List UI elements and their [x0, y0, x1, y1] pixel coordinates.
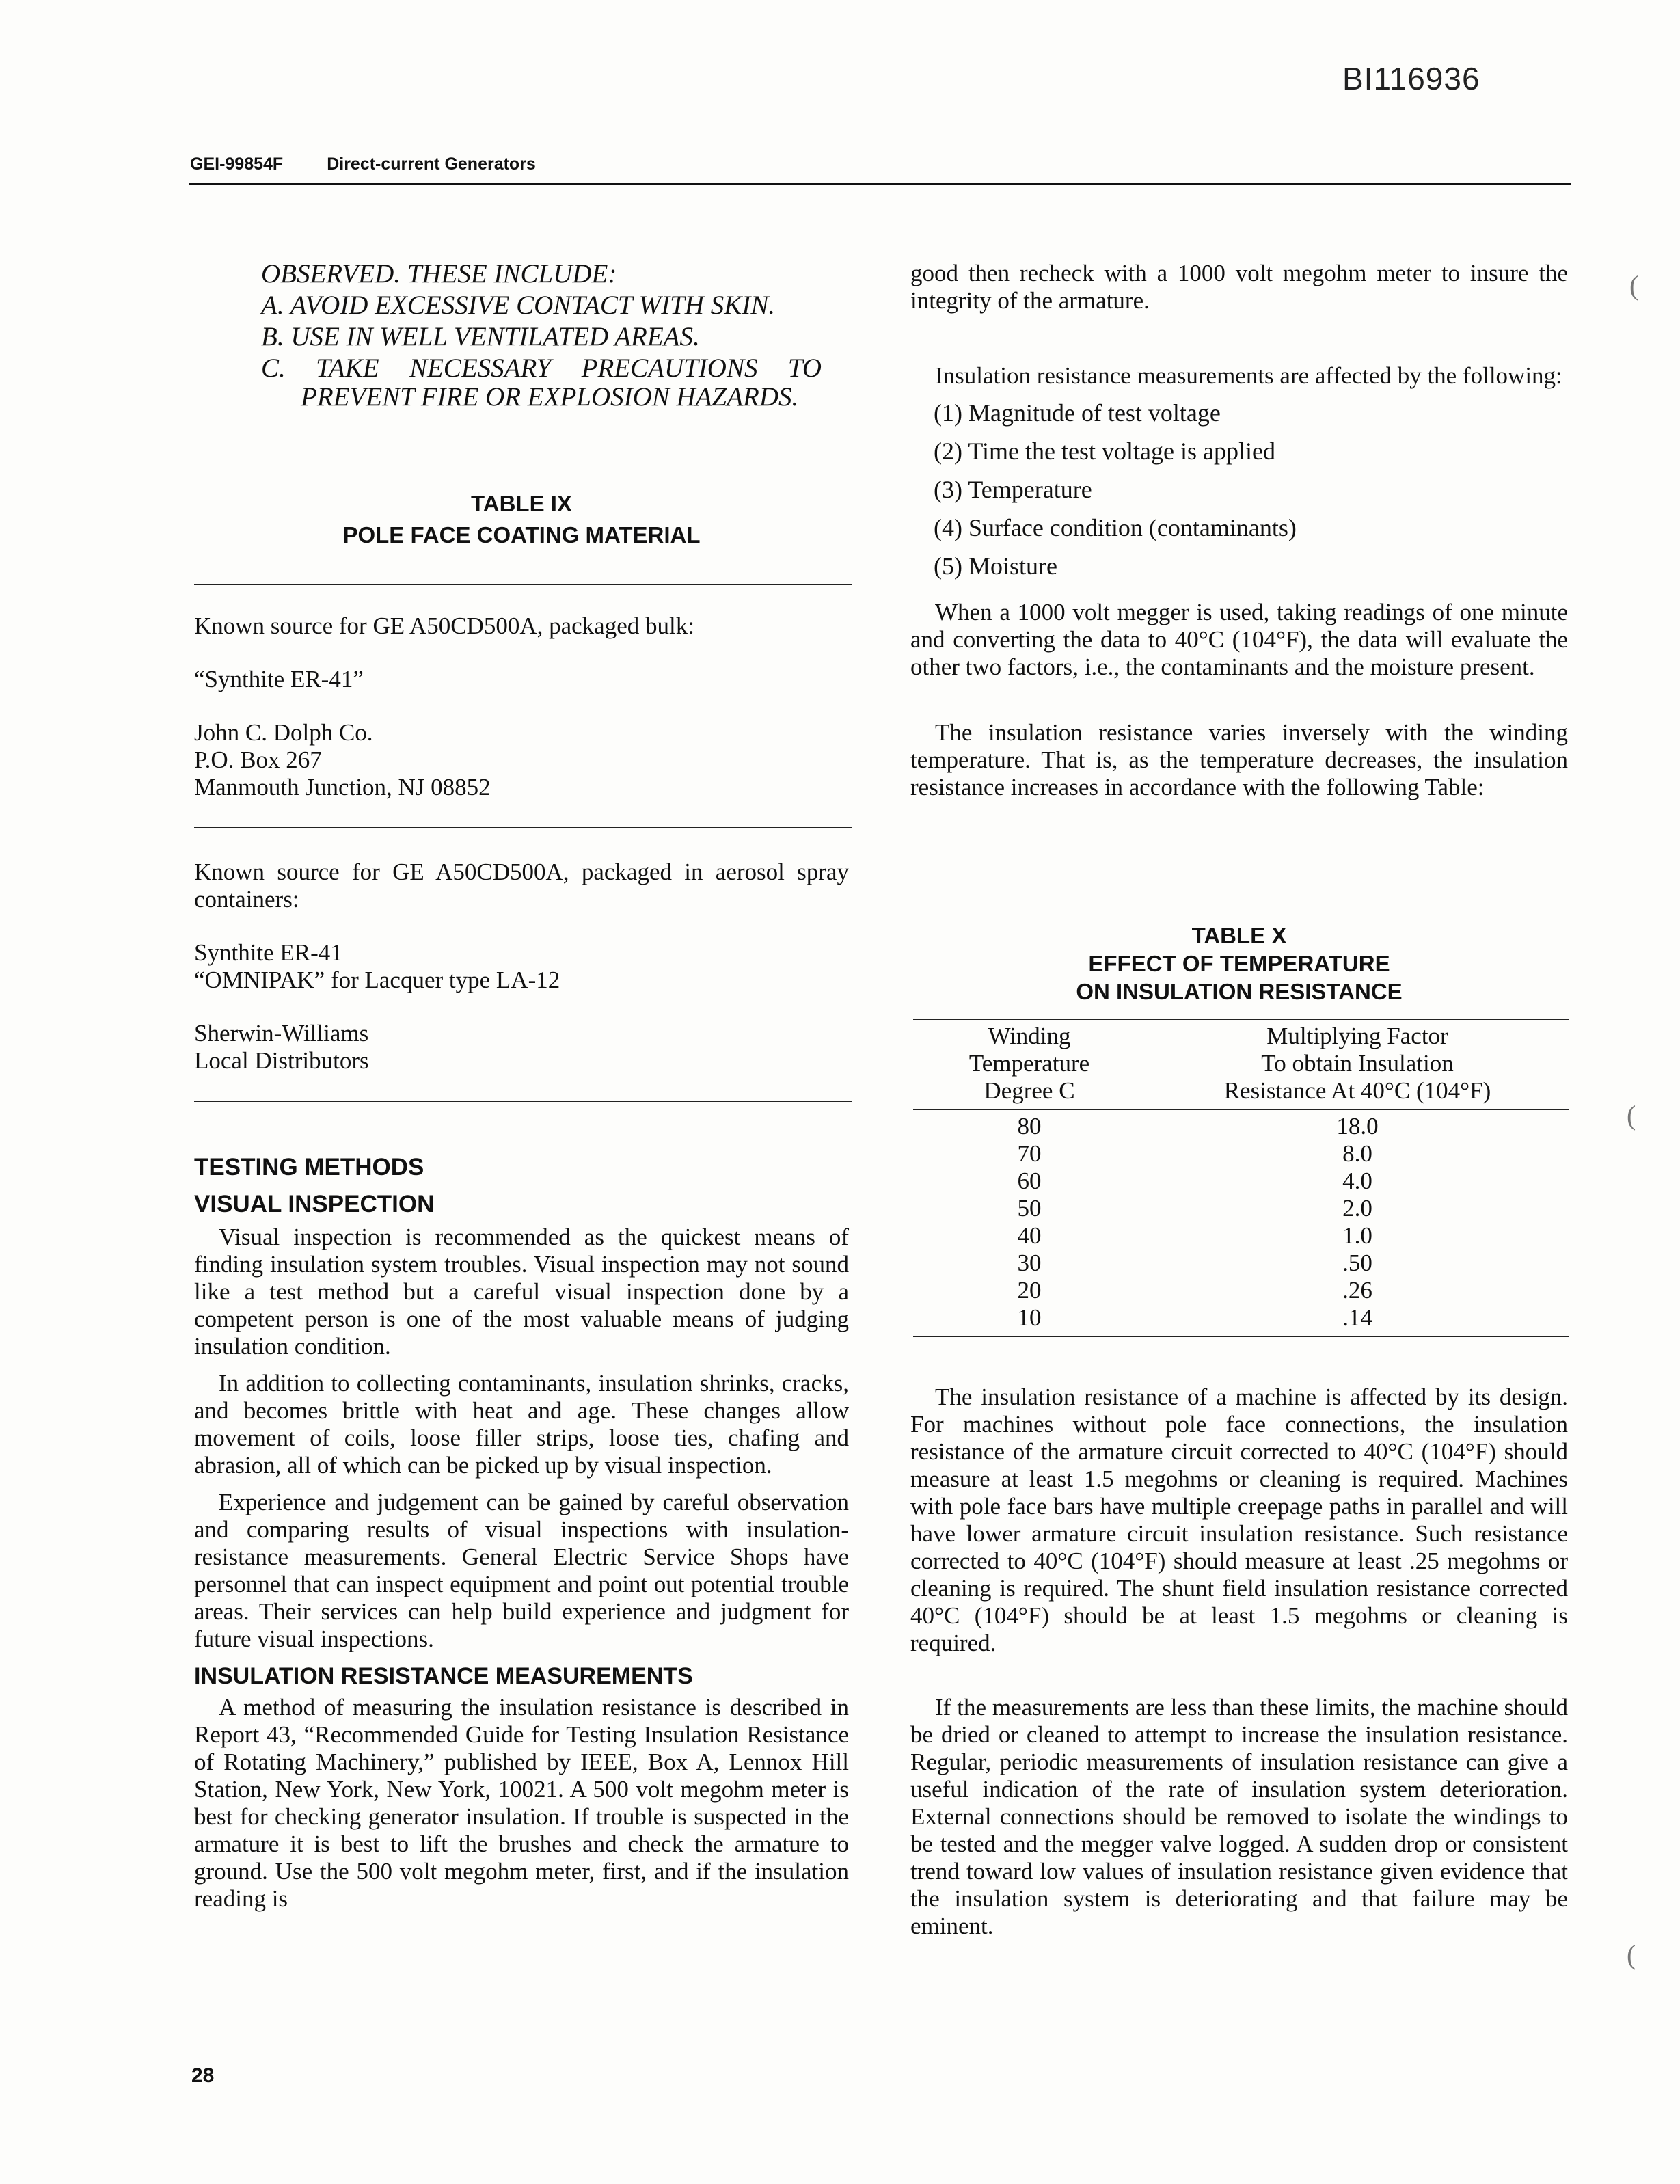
paragraph: Visual inspection is recommended as the quickest means of finding insulation system troubles. Visual inspection may not sound like a test method but a careful visual inspection done by a competent person is one of the most valuable means of judging insulation condition. — [194, 1224, 849, 1360]
document-id: BI116936 — [1342, 61, 1480, 96]
table-header-row — [913, 1023, 1569, 1105]
product-name: “Synthite ER-41” — [194, 666, 364, 692]
table-x-body — [913, 1113, 1569, 1332]
paragraph: The insulation resistance varies inversely with the winding temperature. That is, as the temperature decreases, the insulation resistance increases in accordance with the following Table: — [910, 719, 1568, 800]
temperature-cell: 70 — [1017, 1140, 1042, 1167]
caution-block — [261, 260, 822, 412]
temperature-cell: 10 — [1017, 1304, 1042, 1331]
paragraph: In addition to collecting contaminants, insulation shrinks, cracks, and becomes brittle with heat and age. These changes allow movement of coils, loose filler strips, loose ties, chafing and abrasion, all of which can be picked up by visual inspection. — [194, 1370, 849, 1479]
table-x-caption: ON INSULATION RESISTANCE — [1076, 979, 1403, 1004]
table-row — [913, 1277, 1569, 1304]
table-row — [913, 1140, 1569, 1168]
right-column-lower — [910, 1384, 1568, 1940]
table-row — [913, 1195, 1569, 1222]
table-x-rule-mid — [913, 1109, 1569, 1110]
caution-item: A. AVOID EXCESSIVE CONTACT WITH SKIN. — [261, 291, 775, 320]
supplier-address: P.O. Box 267 — [194, 746, 322, 773]
supplier-city: Manmouth Junction, NJ 08852 — [194, 774, 491, 800]
subsection-heading: VISUAL INSPECTION — [194, 1191, 435, 1217]
table-ix-caption: POLE FACE COATING MATERIAL — [342, 522, 701, 548]
list-item: (5) Moisture — [934, 552, 1057, 580]
right-column — [910, 260, 1568, 801]
paragraph: Insulation resistance measurements are affected by the following: — [935, 362, 1562, 389]
subsection-heading: INSULATION RESISTANCE MEASUREMENTS — [194, 1663, 693, 1689]
table-x-rule-top — [913, 1019, 1569, 1020]
table-x-title — [910, 921, 1568, 1006]
table-x-number: TABLE X — [1191, 923, 1287, 948]
header-line: Temperature — [968, 1050, 1090, 1077]
header-line: Winding — [988, 1023, 1071, 1049]
temperature-cell: 80 — [1017, 1113, 1042, 1140]
table-ix-block-bulk — [194, 612, 849, 801]
factor-cell: .14 — [1342, 1304, 1372, 1331]
product-name: “OMNIPAK” for Lacquer type LA-12 — [194, 967, 560, 993]
temperature-cell: 20 — [1017, 1277, 1042, 1304]
supplier-name: Sherwin-Williams — [194, 1020, 369, 1047]
factor-cell: 4.0 — [1342, 1168, 1372, 1194]
list-item: (1) Magnitude of test voltage — [934, 399, 1221, 427]
table-ix-number: TABLE IX — [471, 491, 572, 516]
header-line: Multiplying Factor — [1266, 1023, 1448, 1049]
list-item: (3) Temperature — [934, 476, 1092, 503]
paragraph: Experience and judgement can be gained by careful observation and comparing results of visual inspections with insulation-resistance measurements. General Electric Service Shops have personnel that can inspect equipment and point out potential trouble areas. Their services can help build experience and judgment for future visual inspections. — [194, 1489, 849, 1652]
table-x-rule-bottom — [913, 1336, 1569, 1337]
paragraph: A method of measuring the insulation resistance is described in Report 43, “Recommended Guide for Testing Insulation Resistance of Rotating Machinery,” published by IEEE, Box A, Lennox Hill Station, New York, New York, 10021. A 500 volt megohm meter is best for checking generator insulation. If trouble is suspected in the armature it is best to lift the brushes and check the armature to ground. Use the 500 volt megohm meter, first, and if the insulation reading is — [194, 1694, 849, 1912]
table-ix-block-aerosol — [194, 859, 849, 1075]
table-ix-rule-top — [194, 584, 852, 585]
column-header-factor — [1146, 1023, 1569, 1105]
source-intro: Known source for GE A50CD500A, packaged bulk: — [194, 612, 694, 639]
factor-cell: 2.0 — [1342, 1195, 1372, 1222]
header-line: Degree C — [984, 1077, 1075, 1104]
product-name: Synthite ER-41 — [194, 939, 342, 966]
table-row — [913, 1113, 1569, 1140]
margin-mark: ( — [1627, 1100, 1636, 1131]
table-ix-rule-bottom — [194, 1101, 852, 1102]
testing-methods-section — [194, 1154, 849, 1913]
temperature-cell: 50 — [1017, 1195, 1042, 1222]
caution-item: C. TAKE NECESSARY PRECAUTIONS TO PREVENT FIRE OR EXPLOSION HAZARDS. — [261, 353, 822, 412]
page-number: 28 — [191, 2064, 215, 2087]
caution-intro: OBSERVED. THESE INCLUDE: — [261, 259, 617, 288]
margin-mark: ( — [1629, 270, 1639, 301]
running-header — [190, 154, 536, 174]
margin-mark: ( — [1627, 1939, 1636, 1970]
table-x-header — [913, 1023, 1569, 1105]
temperature-cell: 60 — [1017, 1168, 1042, 1194]
factor-cell: .50 — [1342, 1250, 1372, 1276]
table-row — [913, 1250, 1569, 1277]
table-x-caption: EFFECT OF TEMPERATURE — [1088, 951, 1390, 976]
table-row — [913, 1304, 1569, 1332]
header-rule — [189, 183, 1571, 185]
document-code: GEI-99854F — [190, 154, 284, 174]
table-ix-title — [194, 488, 849, 551]
factor-list — [910, 399, 1568, 580]
caution-item: B. USE IN WELL VENTILATED AREAS. — [261, 322, 700, 351]
factor-cell: 8.0 — [1342, 1140, 1372, 1167]
paragraph: The insulation resistance of a machine is affected by its design. For machines without pole face connections, the insulation resistance of the armature circuit corrected to 40°C (104°F) should measure at least 1.5 megohms or cleaning is required. Machines with pole face bars have multiple creepage paths in parallel and will have lower armature circuit insulation resistance. Such resistance corrected to 40°C (104°F) should measure at least .25 megohms or cleaning is required. The shunt field insulation resistance corrected 40°C (104°F) should be at least 1.5 megohms or cleaning is required. — [910, 1384, 1568, 1656]
paragraph: When a 1000 volt megger is used, taking readings of one minute and converting the data to 40°C (104°F), the data will evaluate the other two factors, i.e., the contaminants and the moisture present. — [910, 599, 1568, 680]
supplier-distribution: Local Distributors — [194, 1047, 369, 1074]
factor-cell: .26 — [1342, 1277, 1372, 1304]
column-header-temperature — [913, 1023, 1146, 1105]
section-heading: TESTING METHODS — [194, 1154, 424, 1181]
header-line: To obtain Insulation — [1261, 1050, 1454, 1077]
paragraph: If the measurements are less than these limits, the machine should be dried or cleaned to attempt to increase the insulation resistance. Regular, periodic measurements of insulation resistance can give a useful indication of the rate of insulation system deterioration. External connections should be removed to isolate the windings to be tested and the megger valve logged. A sudden drop or consistent trend toward low values of insulation resistance given evidence that the insulation system is deteriorating and that failure may be eminent. — [910, 1694, 1568, 1939]
source-intro: Known source for GE A50CD500A, packaged in aerosol spray containers: — [194, 859, 849, 913]
factor-cell: 18.0 — [1336, 1113, 1379, 1140]
document-title: Direct-current Generators — [327, 154, 536, 174]
factor-cell: 1.0 — [1342, 1222, 1372, 1249]
list-item: (2) Time the test voltage is applied — [934, 437, 1275, 465]
list-item: (4) Surface condition (contaminants) — [934, 514, 1297, 541]
temperature-cell: 30 — [1017, 1250, 1042, 1276]
temperature-cell: 40 — [1017, 1222, 1042, 1249]
header-line: Resistance At 40°C (104°F) — [1223, 1077, 1491, 1104]
table-row — [913, 1222, 1569, 1250]
paragraph: good then recheck with a 1000 volt megohm meter to insure the integrity of the armature. — [910, 260, 1568, 314]
table-row — [913, 1168, 1569, 1195]
supplier-name: John C. Dolph Co. — [194, 719, 373, 746]
table-ix-rule-mid — [194, 827, 852, 828]
